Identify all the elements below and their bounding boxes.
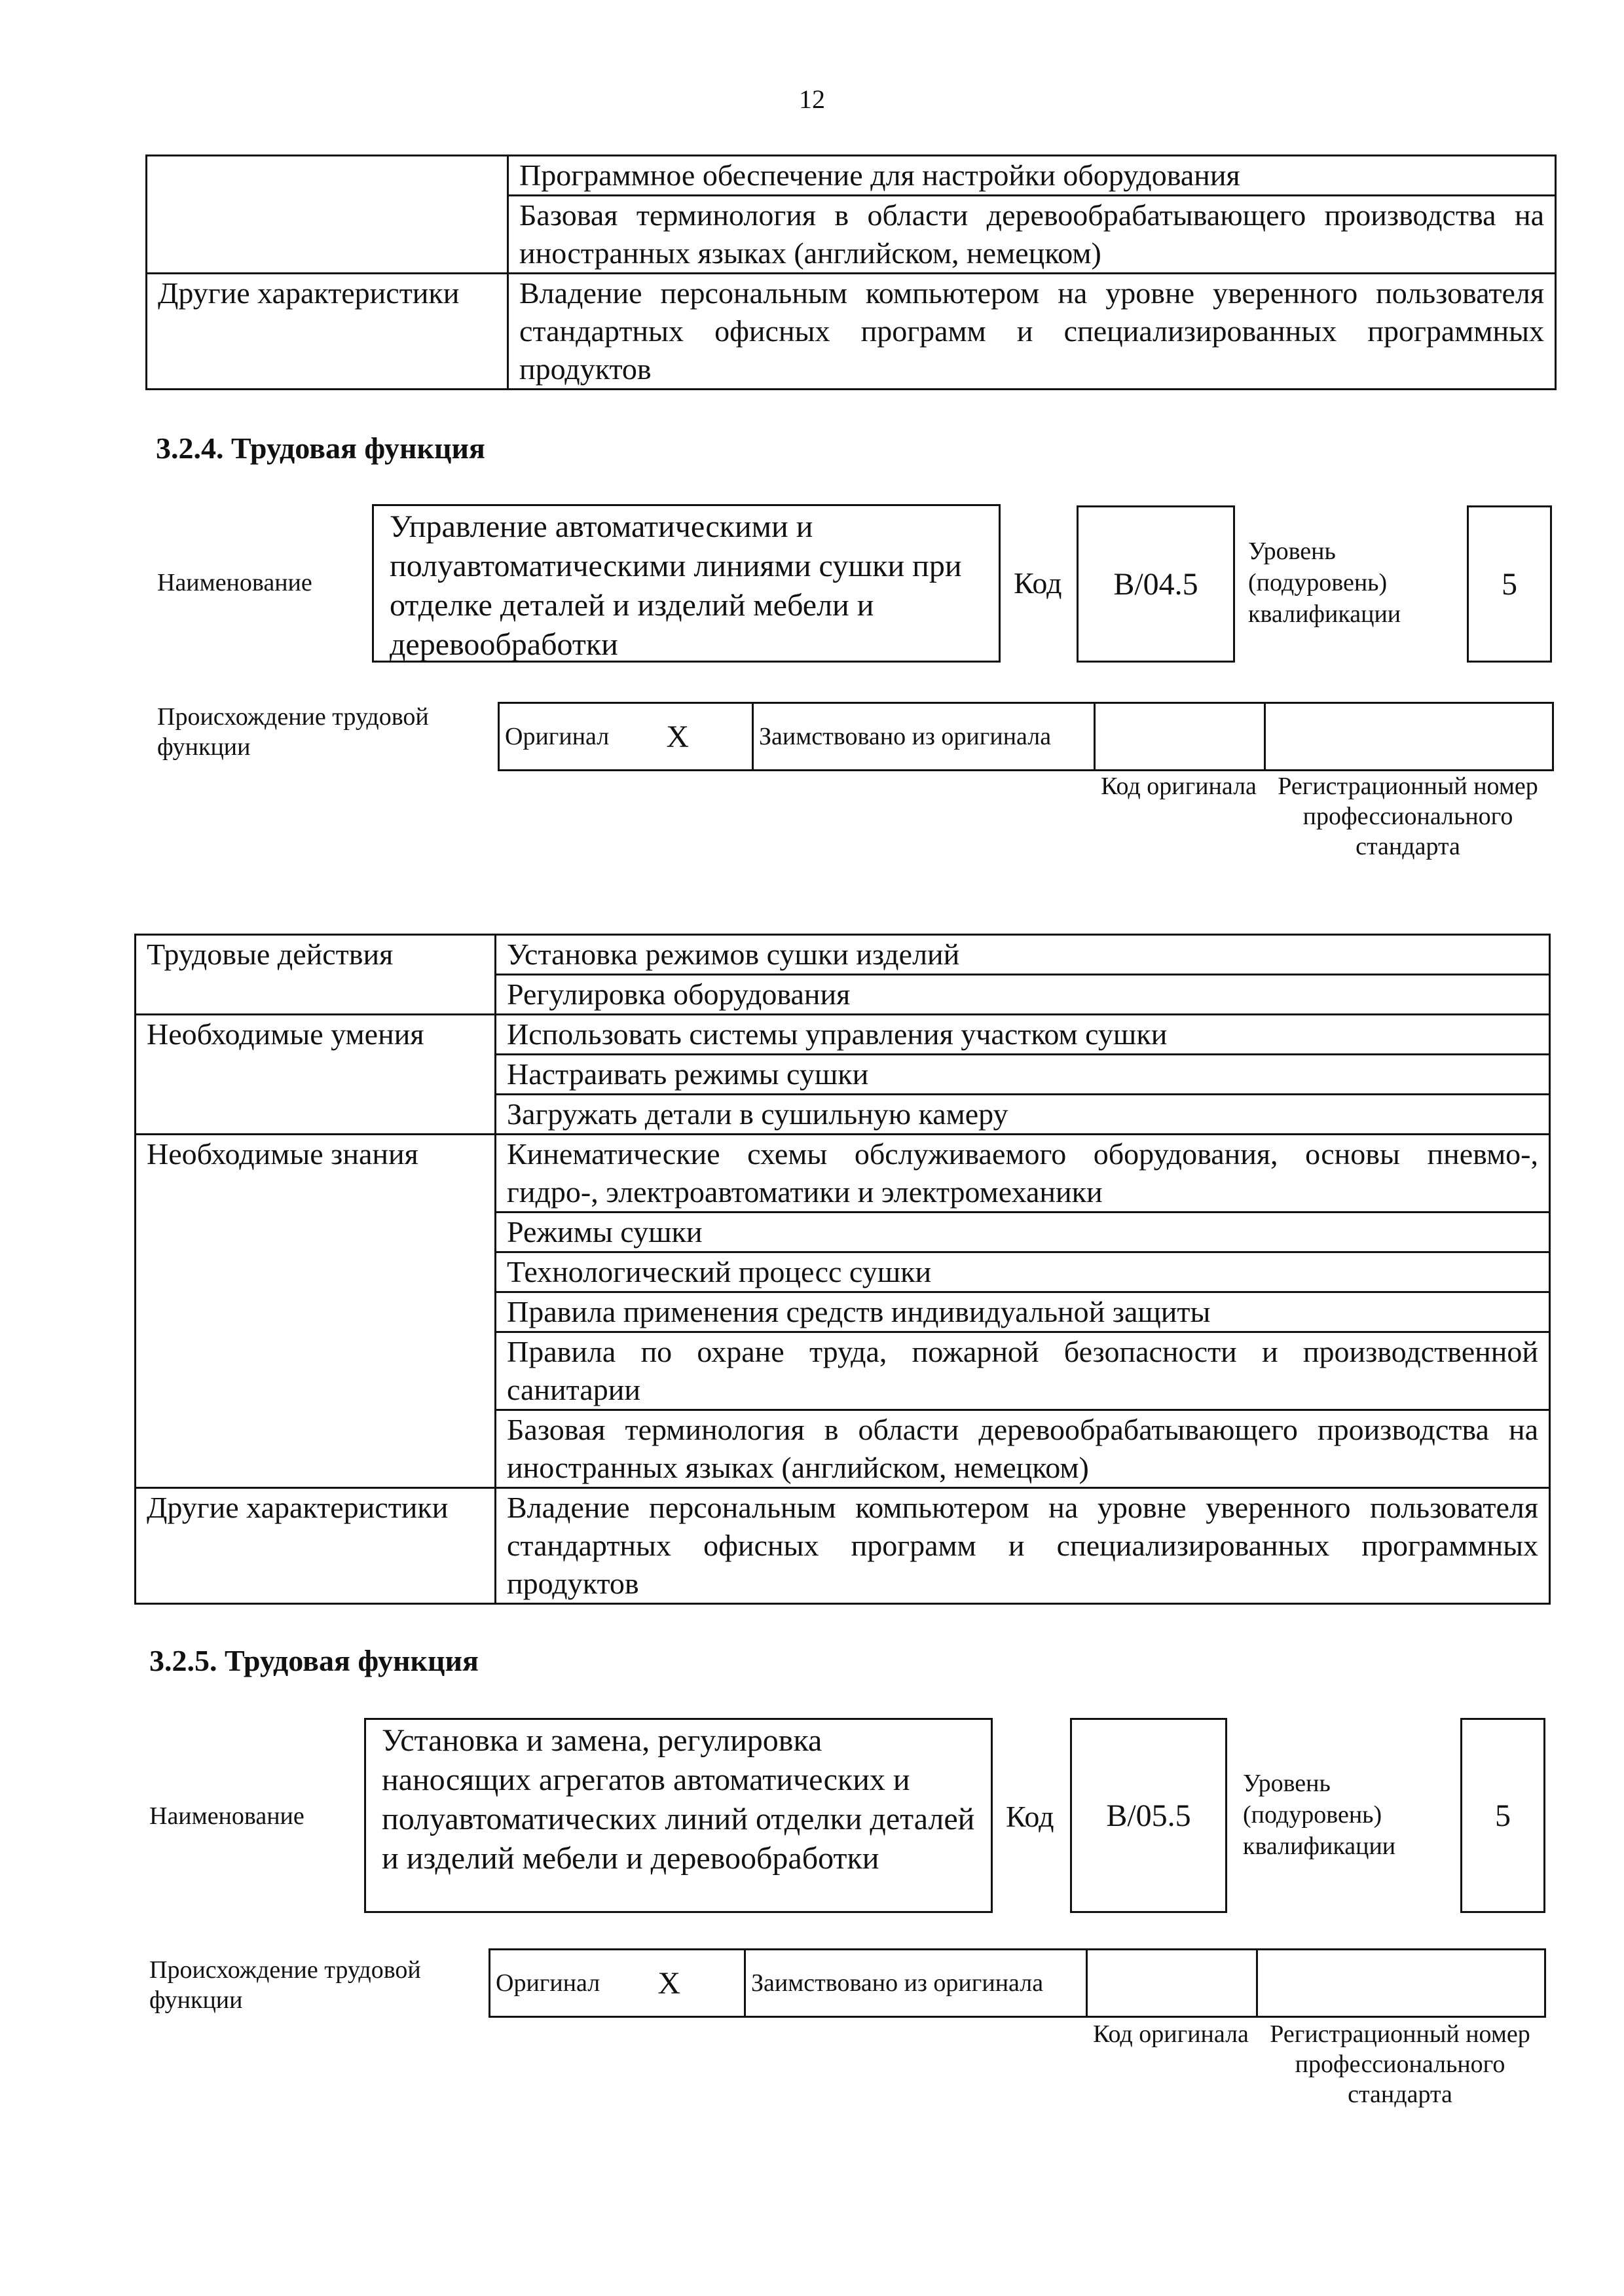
code-label: Код (1014, 566, 1062, 600)
section-heading: 3.2.5. Трудовая функция (149, 1644, 479, 1677)
reg-number-cell (1257, 1950, 1545, 2017)
function-name-box: Управление автоматическими и полуавтоматическими линиями сушки при отделке деталей и изделий мебели и деревообработки (372, 504, 1001, 663)
table-row (136, 1488, 1550, 1604)
reg-number-caption: Регистрационный номер профессионального стандарта (1278, 773, 1538, 860)
code-original-caption: Код оригинала (1101, 773, 1257, 800)
level-label: Уровень (подуровень) квалификации (1248, 538, 1401, 628)
origin-original: Оригинал (499, 703, 604, 771)
table-cell: Программное обеспечение для настройки оборудования (508, 156, 1556, 196)
origin-label: Происхождение трудовой функции (149, 1956, 421, 2014)
section-heading: 3.2.4. Трудовая функция (156, 431, 485, 465)
table-row (147, 274, 1556, 390)
name-label: Наименование (157, 569, 312, 596)
level-box: 5 (1460, 1718, 1545, 1913)
row-label (147, 156, 508, 274)
row-label: Необходимые умения (136, 1015, 496, 1135)
table-row (147, 156, 1556, 196)
main-table (134, 934, 1551, 1605)
origin-label: Происхождение трудовой функции (157, 703, 429, 761)
table-cell: Технологический процесс сушки (496, 1252, 1550, 1292)
origin-mark: X (595, 1950, 745, 2017)
table-cell: Владение персональным компьютером на уровне уверенного пользователя стандартных офисных программ и специализированных программных продуктов (508, 274, 1556, 390)
table-cell: Регулировка оборудования (496, 975, 1550, 1015)
code-label: Код (1006, 1799, 1054, 1833)
origin-mark: X (604, 703, 753, 771)
level-label: Уровень (подуровень) квалификации (1243, 1770, 1396, 1860)
row-label: Необходимые знания (136, 1135, 496, 1488)
table-cell: Базовая терминология в области деревообрабатывающего производства на иностранных языках (английском, немецком) (496, 1410, 1550, 1488)
table-cell: Настраивать режимы сушки (496, 1055, 1550, 1095)
table-cell: Владение персональным компьютером на уровне уверенного пользователя стандартных офисных программ и специализированных программных продуктов (496, 1488, 1550, 1604)
origin-table (498, 702, 1554, 771)
function-name-box: Установка и замена, регулировка наносящих агрегатов автоматических и полуавтоматических линий отделки деталей и изделий мебели и деревообработки (364, 1718, 993, 1913)
table-row (136, 935, 1550, 975)
code-box: В/04.5 (1077, 505, 1235, 663)
table-cell: Кинематические схемы обслуживаемого оборудования, основы пневмо-, гидро-, электроавтоматики и электромеханики (496, 1135, 1550, 1212)
reg-number-cell (1265, 703, 1553, 771)
origin-borrowed: Заимствовано из оригинала (745, 1950, 1087, 2017)
reg-number-caption: Регистрационный номер профессионального стандарта (1270, 2020, 1530, 2108)
code-original-cell (1095, 703, 1265, 771)
origin-table (489, 1948, 1546, 2018)
name-label: Наименование (149, 1802, 304, 1830)
table-row (136, 1015, 1550, 1055)
table-cell: Правила применения средств индивидуальной защиты (496, 1292, 1550, 1332)
table-cell: Правила по охране труда, пожарной безопасности и производственной санитарии (496, 1332, 1550, 1410)
code-original-cell (1087, 1950, 1257, 2017)
page-number: 12 (799, 84, 825, 114)
table-cell: Использовать системы управления участком сушки (496, 1015, 1550, 1055)
level-box: 5 (1467, 505, 1552, 663)
origin-original: Оригинал (490, 1950, 595, 2017)
table-cell: Загружать детали в сушильную камеру (496, 1095, 1550, 1135)
row-label: Другие характеристики (147, 274, 508, 390)
top-table (145, 155, 1557, 390)
origin-borrowed: Заимствовано из оригинала (753, 703, 1095, 771)
code-box: В/05.5 (1070, 1718, 1227, 1913)
table-cell: Режимы сушки (496, 1212, 1550, 1252)
table-cell: Базовая терминология в области деревообрабатывающего производства на иностранных языках (английском, немецком) (508, 196, 1556, 274)
row-label: Трудовые действия (136, 935, 496, 1015)
table-cell: Установка режимов сушки изделий (496, 935, 1550, 975)
table-row (136, 1135, 1550, 1212)
row-label: Другие характеристики (136, 1488, 496, 1604)
code-original-caption: Код оригинала (1093, 2020, 1249, 2048)
